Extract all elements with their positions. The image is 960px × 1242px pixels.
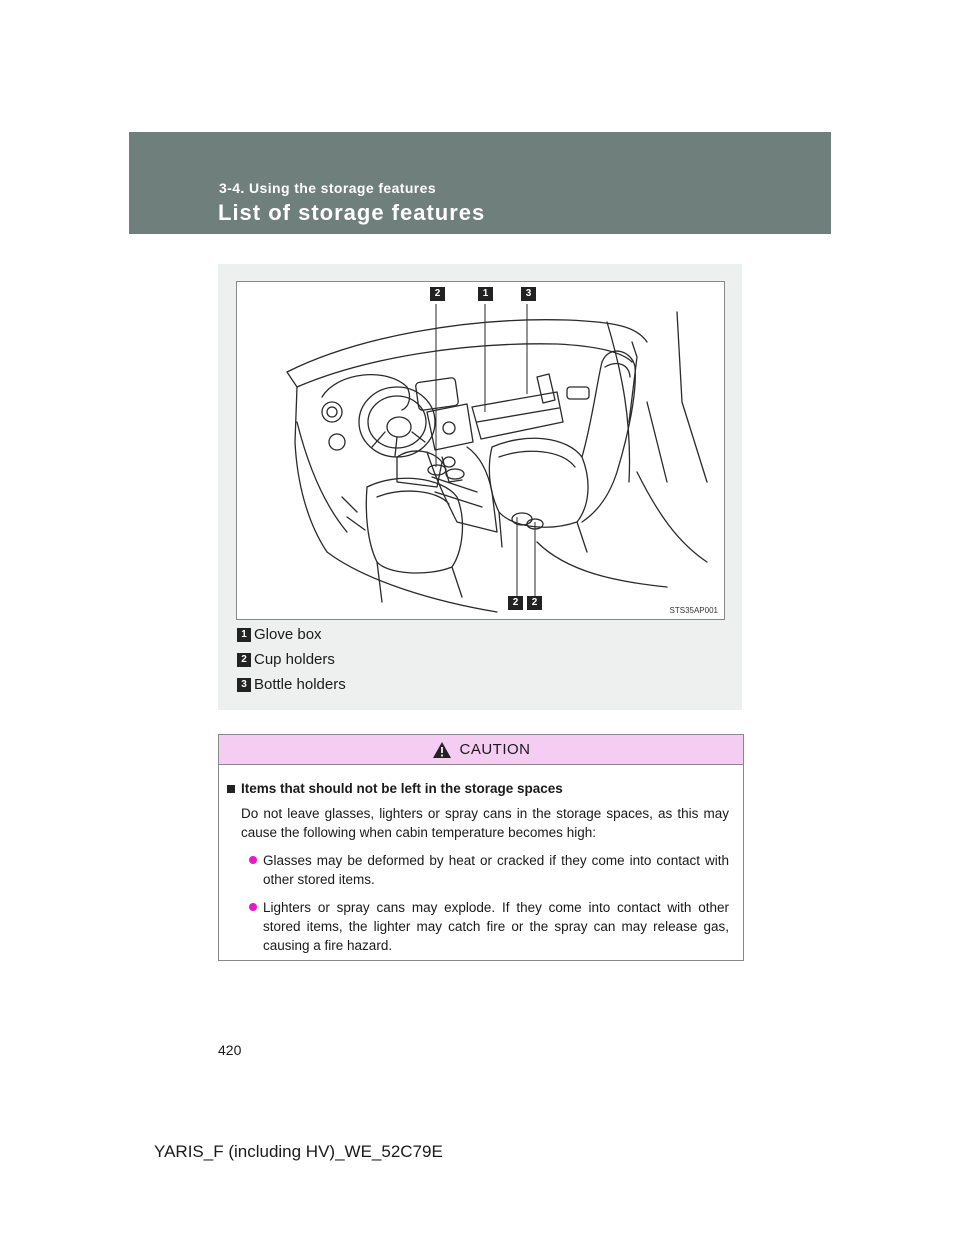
page-number: 420 — [218, 1042, 242, 1058]
legend-label: Cup holders — [254, 651, 335, 668]
caution-body — [219, 765, 743, 955]
legend-item-glove-box — [237, 622, 346, 647]
section-title: 3-4. Using the storage features — [219, 180, 437, 196]
callout-cup-holder-2: 2 — [508, 596, 523, 610]
legend-item-cup-holders — [237, 647, 346, 672]
figure-legend — [237, 622, 346, 697]
car-interior-drawing — [237, 282, 724, 619]
callout-bottle-holder: 3 — [521, 287, 536, 301]
caution-subheading-text: Items that should not be left in the storage spaces — [241, 781, 563, 796]
caution-box — [218, 734, 744, 961]
number-badge: 3 — [237, 678, 251, 692]
caution-bullet — [249, 851, 729, 889]
interior-illustration — [236, 281, 725, 620]
caution-subheading — [227, 779, 729, 798]
callout-cup-holder-3: 2 — [527, 596, 542, 610]
footer-document-code: YARIS_F (including HV)_WE_52C79E — [154, 1142, 443, 1161]
legend-label: Bottle holders — [254, 676, 346, 693]
page-title: List of storage features — [218, 200, 486, 225]
caution-bullet-text: Glasses may be deformed by heat or cracked if they come into contact with other stored items. — [263, 853, 729, 887]
legend-item-bottle-holders — [237, 672, 346, 697]
number-badge: 2 — [237, 653, 251, 667]
callout-glove-box: 1 — [478, 287, 493, 301]
legend-label: Glove box — [254, 626, 322, 643]
caution-intro: Do not leave glasses, lighters or spray cans in the storage spaces, as this may cause the following when cabin temperature becomes high: — [241, 806, 729, 840]
warning-triangle-icon — [432, 741, 452, 759]
square-bullet-icon — [227, 785, 235, 793]
caution-bullet-text: Lighters or spray cans may explode. If they come into contact with other stored items, the lighter may catch fire or the spray can may release gas, causing a fire hazard. — [263, 900, 729, 953]
caution-header — [219, 735, 743, 765]
caution-heading: CAUTION — [459, 741, 531, 758]
number-badge: 1 — [237, 628, 251, 642]
bullet-dot-icon — [249, 856, 257, 864]
figure-code: STS35AP001 — [669, 606, 718, 615]
callout-cup-holder-1: 2 — [430, 287, 445, 301]
bullet-dot-icon — [249, 903, 257, 911]
caution-bullet — [249, 898, 729, 955]
